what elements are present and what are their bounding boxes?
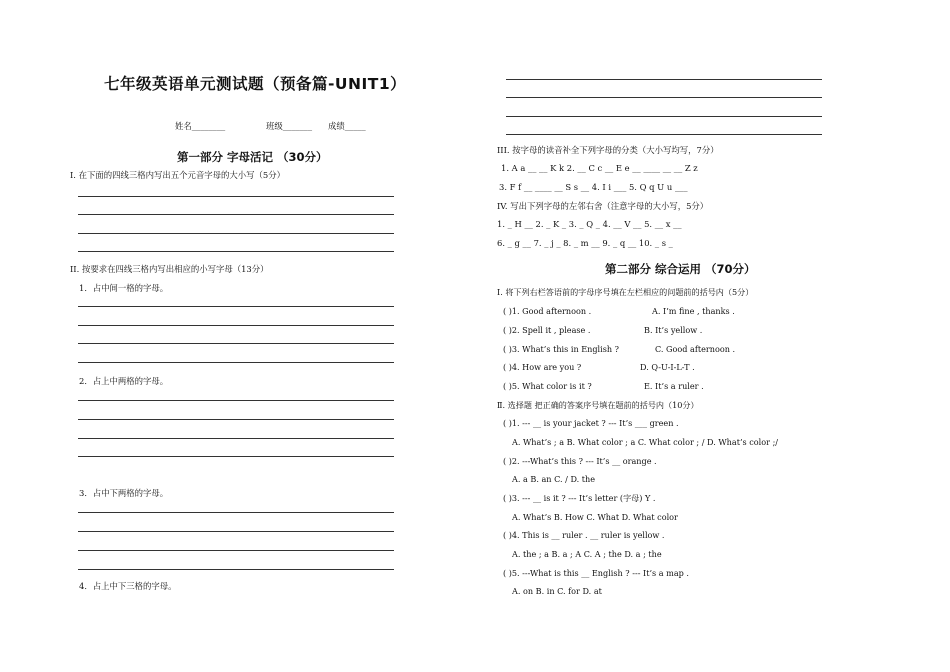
choice-question: ( )1. --- __ is your jacket ? --- It’s ___ green . bbox=[503, 418, 679, 428]
choice-options: A. What’s B. How C. What D. What color bbox=[512, 512, 678, 522]
writing-line bbox=[78, 233, 394, 234]
sub-question-1: 1．占中间一格的字母。 bbox=[79, 283, 169, 293]
sub-question-2: 2．占上中两格的字母。 bbox=[79, 376, 169, 386]
page-title: 七年级英语单元测试题（预备篇-UNIT1） bbox=[104, 75, 407, 93]
writing-line bbox=[78, 362, 394, 363]
question-3-prompt: III. 按字母的读音补全下列字母的分类（大小写均写，7分） bbox=[497, 145, 719, 155]
writing-line bbox=[78, 325, 394, 326]
writing-line bbox=[78, 196, 394, 197]
choice-options: A. What’s ; a B. What color ; a C. What color ; / D. What’s color ;/ bbox=[512, 437, 779, 447]
choice-question: ( )4. This is __ ruler . __ ruler is yellow . bbox=[503, 530, 665, 540]
writing-line bbox=[78, 531, 394, 532]
question-4-row-1: 1. _ H __ 2. _ K _ 3. _ Q _ 4. __ V __ 5. __ x __ bbox=[497, 219, 682, 229]
score-field-label: 成绩_____ bbox=[328, 121, 366, 131]
writing-line bbox=[506, 79, 822, 80]
matching-question: ( )3. What’s this in English ? bbox=[503, 344, 620, 354]
choice-question: ( )5. ---What is this __ English ? --- It’s a map . bbox=[503, 568, 689, 578]
matching-answer: A. I’m fine , thanks . bbox=[652, 306, 735, 316]
part2-heading: 第二部分 综合运用 （70分） bbox=[605, 262, 756, 276]
question-4-row-2: 6. _ g __ 7. _ j _ 8. _ m __ 9. _ q __ 10. _ s _ bbox=[497, 238, 673, 248]
writing-line bbox=[78, 456, 394, 457]
matching-question: ( )2. Spell it , please . bbox=[503, 325, 591, 335]
matching-question: ( )1. Good afternoon . bbox=[503, 306, 592, 316]
choice-question: ( )2. ---What’s this ? --- It’s __ orange . bbox=[503, 456, 657, 466]
name-field-label: 姓名________ bbox=[175, 121, 226, 131]
matching-answer: C. Good afternoon . bbox=[655, 344, 736, 354]
matching-answer: E. It’s a ruler . bbox=[644, 381, 704, 391]
choice-options: A. the ; a B. a ; A C. A ; the D. a ; the bbox=[512, 549, 662, 559]
writing-line bbox=[506, 134, 822, 135]
part1-heading: 第一部分 字母活记 （30分） bbox=[177, 150, 328, 164]
question-2-prompt: II. 按要求在四线三格内写出相应的小写字母（13分） bbox=[70, 264, 269, 274]
question-3-row-1: 1. A a __ __ K k 2. __ C c __ E e __ ____ __ __ Z z bbox=[501, 163, 698, 173]
writing-line bbox=[78, 550, 394, 551]
question-4-prompt: IV. 写出下列字母的左邻右舍（注意字母的大小写，5分） bbox=[497, 201, 709, 211]
writing-line bbox=[78, 306, 394, 307]
writing-line bbox=[78, 400, 394, 401]
writing-line bbox=[78, 251, 394, 252]
writing-line bbox=[78, 438, 394, 439]
writing-line bbox=[78, 214, 394, 215]
writing-line bbox=[78, 419, 394, 420]
writing-line bbox=[78, 512, 394, 513]
class-field-label: 班级_______ bbox=[266, 121, 313, 131]
writing-line bbox=[506, 97, 822, 98]
choice-question: ( )3. --- __ is it ? --- It’s letter (字母) Y . bbox=[503, 493, 656, 503]
matching-answer: D. Q-U-I-L-T . bbox=[640, 362, 695, 372]
matching-question: ( )4. How are you ? bbox=[503, 362, 582, 372]
matching-answer: B. It’s yellow . bbox=[644, 325, 703, 335]
choice-heading: Ⅱ. 选择题 把正确的答案序号填在题前的括号内（10分） bbox=[497, 400, 699, 410]
sub-question-4: 4．占上中下三格的字母。 bbox=[79, 581, 177, 591]
writing-line bbox=[506, 116, 822, 117]
matching-heading: Ⅰ. 将下列右栏答语前的字母序号填在左栏相应的问题前的括号内（5分） bbox=[497, 287, 754, 297]
matching-question: ( )5. What color is it ? bbox=[503, 381, 592, 391]
question-1-prompt: I. 在下面的四线三格内写出五个元音字母的大小写（5分） bbox=[70, 170, 285, 180]
sub-question-3: 3．占中下两格的字母。 bbox=[79, 488, 169, 498]
choice-options: A. a B. an C. / D. the bbox=[512, 474, 596, 484]
writing-line bbox=[78, 343, 394, 344]
choice-options: A. on B. in C. for D. at bbox=[512, 586, 602, 596]
writing-line bbox=[78, 569, 394, 570]
question-3-row-2: 3. F f __ ____ __ S s __ 4. I i ___ 5. Q q U u ___ bbox=[499, 182, 688, 192]
